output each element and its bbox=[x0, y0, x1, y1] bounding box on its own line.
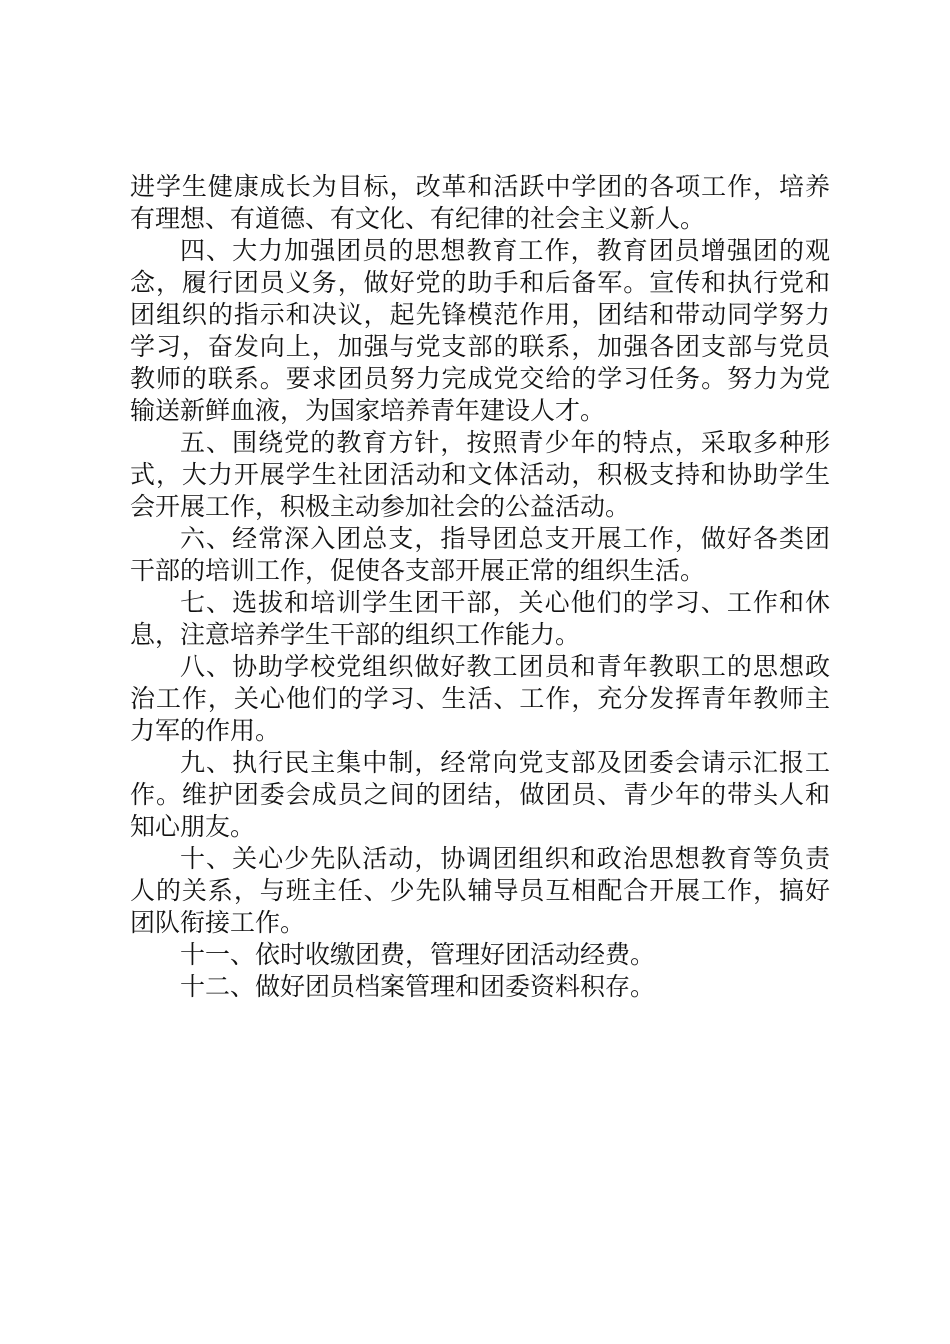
text-line: 人的关系，与班主任、少先队辅导员互相配合开展工作，搞好 bbox=[130, 876, 830, 905]
text-line: 七、选拔和培训学生团干部，关心他们的学习、工作和休 bbox=[180, 588, 830, 617]
text-line: 九、执行民主集中制，经常向党支部及团委会请示汇报工 bbox=[180, 748, 830, 777]
text-line: 四、大力加强团员的思想教育工作，教育团员增强团的观 bbox=[180, 236, 830, 265]
text-line: 息，注意培养学生干部的组织工作能力。 bbox=[130, 620, 581, 649]
text-line: 治工作，关心他们的学习、生活、工作，充分发挥青年教师主 bbox=[130, 684, 830, 713]
text-line: 学习，奋发向上，加强与党支部的联系，加强各团支部与党员 bbox=[130, 332, 830, 361]
text-line: 十、关心少先队活动，协调团组织和政治思想教育等负责 bbox=[180, 844, 830, 873]
text-line: 有理想、有道德、有文化、有纪律的社会主义新人。 bbox=[130, 204, 706, 233]
text-line: 八、协助学校党组织做好教工团员和青年教职工的思想政 bbox=[180, 652, 830, 681]
document-body bbox=[130, 171, 830, 1003]
text-line: 十二、做好团员档案管理和团委资料积存。 bbox=[180, 972, 656, 1001]
text-line: 输送新鲜血液，为国家培养青年建设人才。 bbox=[130, 396, 606, 425]
text-line: 干部的培训工作，促使各支部开展正常的组织生活。 bbox=[130, 556, 706, 585]
text-line: 式，大力开展学生社团活动和文体活动，积极支持和协助学生 bbox=[130, 460, 830, 489]
text-line: 团组织的指示和决议，起先锋模范作用，团结和带动同学努力 bbox=[130, 300, 830, 329]
text-line: 十一、依时收缴团费，管理好团活动经费。 bbox=[180, 940, 656, 969]
text-line: 作。维护团委会成员之间的团结，做团员、青少年的带头人和 bbox=[130, 780, 830, 809]
text-line: 团队衔接工作。 bbox=[130, 908, 306, 937]
text-line: 念，履行团员义务，做好党的助手和后备军。宣传和执行党和 bbox=[130, 268, 830, 297]
text-line: 知心朋友。 bbox=[130, 812, 256, 841]
text-line: 五、围绕党的教育方针，按照青少年的特点，采取多种形 bbox=[180, 428, 830, 457]
text-line: 六、经常深入团总支，指导团总支开展工作，做好各类团 bbox=[180, 524, 830, 553]
text-line: 力军的作用。 bbox=[130, 716, 281, 745]
text-line: 会开展工作，积极主动参加社会的公益活动。 bbox=[130, 492, 631, 521]
text-line: 进学生健康成长为目标，改革和活跃中学团的各项工作，培养 bbox=[130, 172, 830, 201]
text-line: 教师的联系。要求团员努力完成党交给的学习任务。努力为党 bbox=[130, 364, 830, 393]
